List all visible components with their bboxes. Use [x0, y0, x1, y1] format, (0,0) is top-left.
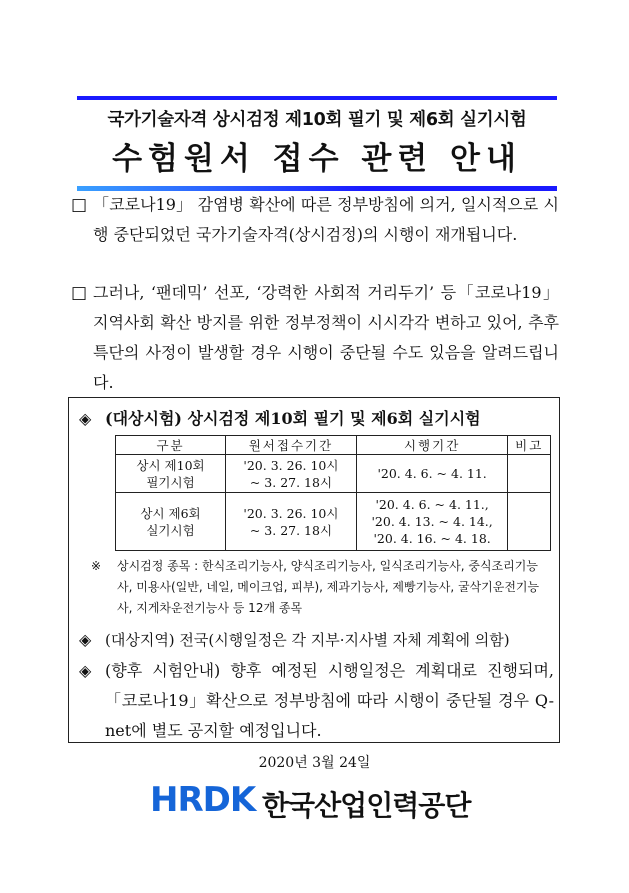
table-cell: '20. 3. 26. 10시 ~ 3. 27. 18시: [226, 493, 357, 551]
title-subtitle: 국가기술자격 상시검정 제10회 필기 및 제6회 실기시험: [107, 110, 527, 130]
table-row: [116, 493, 551, 551]
title-top-bar: [77, 96, 557, 100]
asterisk-note-icon: ※: [91, 559, 102, 573]
document-date: 2020년 3월 24일: [258, 755, 371, 771]
checkbox-bullet-icon: □: [71, 195, 88, 215]
region-text: (대상지역) 전국(시행일정은 각 지부·지사별 자체 계획에 의함): [105, 631, 510, 649]
table-header-row: [116, 436, 551, 455]
schedule-table: [115, 435, 551, 551]
future-notice: [79, 656, 554, 746]
paragraph-text: 그러나, ‘팬데믹’ 선포, ‘강력한 사회적 거리두기’ 등「코로나19」지역사회 확산 방지를 위한 정부정책이 시시각각 변하고 있어, 추후 특단의 사정이 발생할 경우 시행이 중단될 수도 있음을 알려드립니다.: [93, 283, 559, 392]
table-cell: '20. 3. 26. 10시 ~ 3. 27. 18시: [226, 455, 357, 493]
table-cell: '20. 4. 6. ~ 4. 11., '20. 4. 13. ~ 4. 14., '20. 4. 16. ~ 4. 18.: [356, 493, 508, 551]
diamond-bullet-icon: ◈: [79, 409, 92, 428]
title-block: [77, 96, 557, 191]
exam-subjects-note: [91, 556, 551, 619]
note-text: 상시검정 종목 : 한식조리기능사, 양식조리기능사, 일식조리기능사, 중식조리기능사, 미용사(일반, 네일, 메이크업, 피부), 제과기능사, 제빵기능사, 굴삭기운전기능사, 지게차운전기능사 등 12개 종목: [117, 559, 540, 615]
paragraph-1: [71, 190, 559, 250]
hrdk-logo: [150, 778, 480, 822]
target-exam-text: (대상시험) 상시검정 제10회 필기 및 제6회 실기시험: [105, 409, 481, 428]
column-header: 비고: [508, 436, 551, 455]
column-header: 구분: [116, 436, 226, 455]
table-cell: 상시 제10회 필기시험: [116, 455, 226, 493]
paragraph-text: 「코로나19」 감염병 확산에 따른 정부방침에 의거, 일시적으로 시행 중단되었던 국가기술자격(상시검정)의 시행이 재개됩니다.: [93, 195, 559, 244]
future-text: (향후 시험안내) 향후 예정된 시행일정은 계획대로 진행되며,「코로나19」확산으로 정부방침에 따라 시행이 중단될 경우 Q-net에 별도 공지할 예정입니다.: [105, 661, 554, 740]
paragraph-2: [71, 278, 559, 398]
logo-korean: 한국산업인력공단: [262, 789, 471, 822]
table-cell: '20. 4. 6. ~ 4. 11.: [356, 455, 508, 493]
column-header: 시행기간: [356, 436, 508, 455]
target-region: [79, 625, 554, 655]
diamond-bullet-icon: ◈: [79, 661, 92, 680]
table-cell: [508, 493, 551, 551]
table-cell: 상시 제6회 실기시험: [116, 493, 226, 551]
column-header: 원서접수기간: [226, 436, 357, 455]
checkbox-bullet-icon: □: [71, 283, 88, 303]
info-box: [68, 397, 560, 743]
table-row: [116, 455, 551, 493]
logo-english: HRDK: [150, 780, 256, 820]
title-main: 수험원서 접수 관련 안내: [112, 141, 522, 177]
table-cell: [508, 455, 551, 493]
target-exam-heading: [79, 406, 481, 429]
diamond-bullet-icon: ◈: [79, 630, 92, 649]
